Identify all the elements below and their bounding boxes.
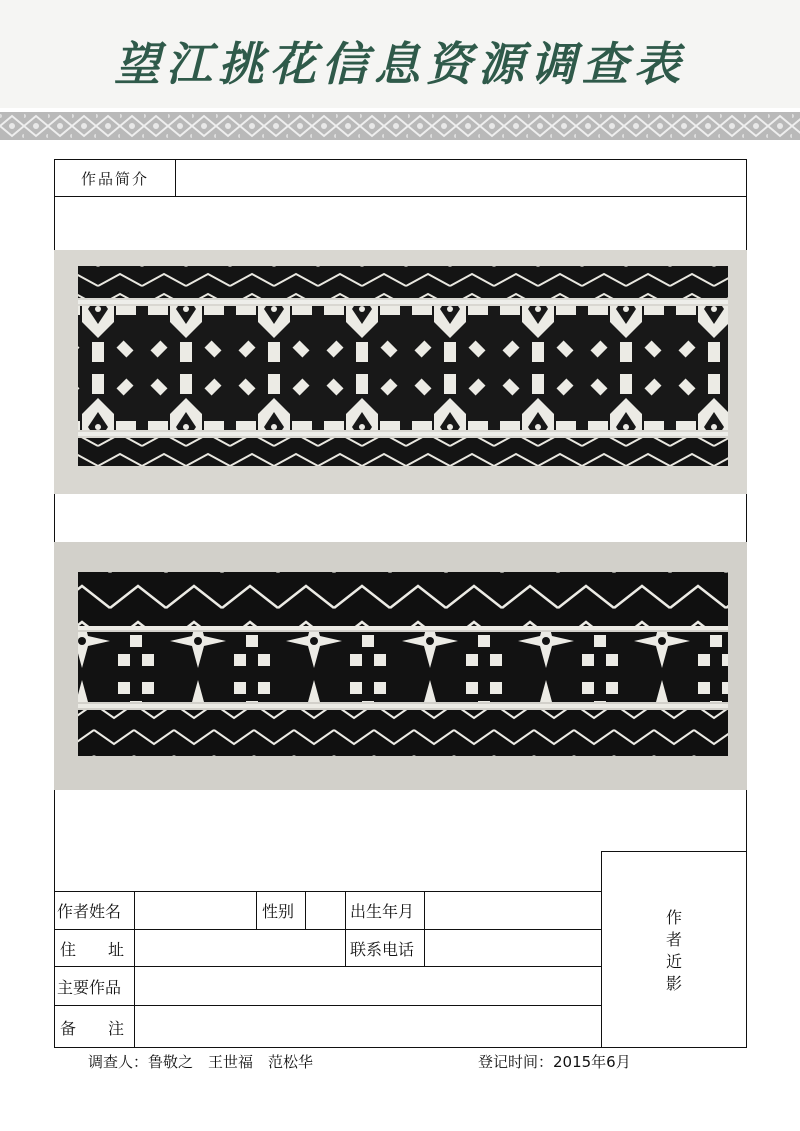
embroidery-photo-1 <box>54 250 747 494</box>
portrait-label: 作 者 近 影 <box>665 908 682 993</box>
intro-row <box>54 159 747 197</box>
page-title: 望江挑花信息资源调查表 <box>114 37 686 91</box>
birth-field[interactable] <box>425 892 601 929</box>
decorative-lace-band <box>0 112 800 140</box>
birth-left-line <box>345 891 346 966</box>
intro-label: 作品简介 <box>55 160 176 196</box>
notes-label: 备 注 <box>60 1018 125 1038</box>
embroidery-photo-2 <box>54 542 747 790</box>
author-name-field[interactable] <box>135 892 256 929</box>
phone-field[interactable] <box>425 930 601 966</box>
author-name-label: 作者姓名 <box>57 902 122 921</box>
registration-date: 登记时间：2015年6月 <box>478 1053 631 1071</box>
gender-label: 性别 <box>262 902 295 921</box>
works-field[interactable] <box>135 967 601 1005</box>
gender-left-line <box>256 891 257 929</box>
address-field[interactable] <box>135 930 345 966</box>
investigators-text: 调查人：鲁敬之 王世福 范松华 <box>88 1053 314 1071</box>
gender-field[interactable] <box>306 892 345 929</box>
works-label: 主要作品 <box>57 977 122 997</box>
portrait-box <box>601 851 747 1048</box>
address-label: 住 址 <box>60 939 125 959</box>
notes-field[interactable] <box>135 1006 601 1048</box>
phone-label: 联系电话 <box>350 939 415 959</box>
birth-label: 出生年月 <box>350 902 415 921</box>
